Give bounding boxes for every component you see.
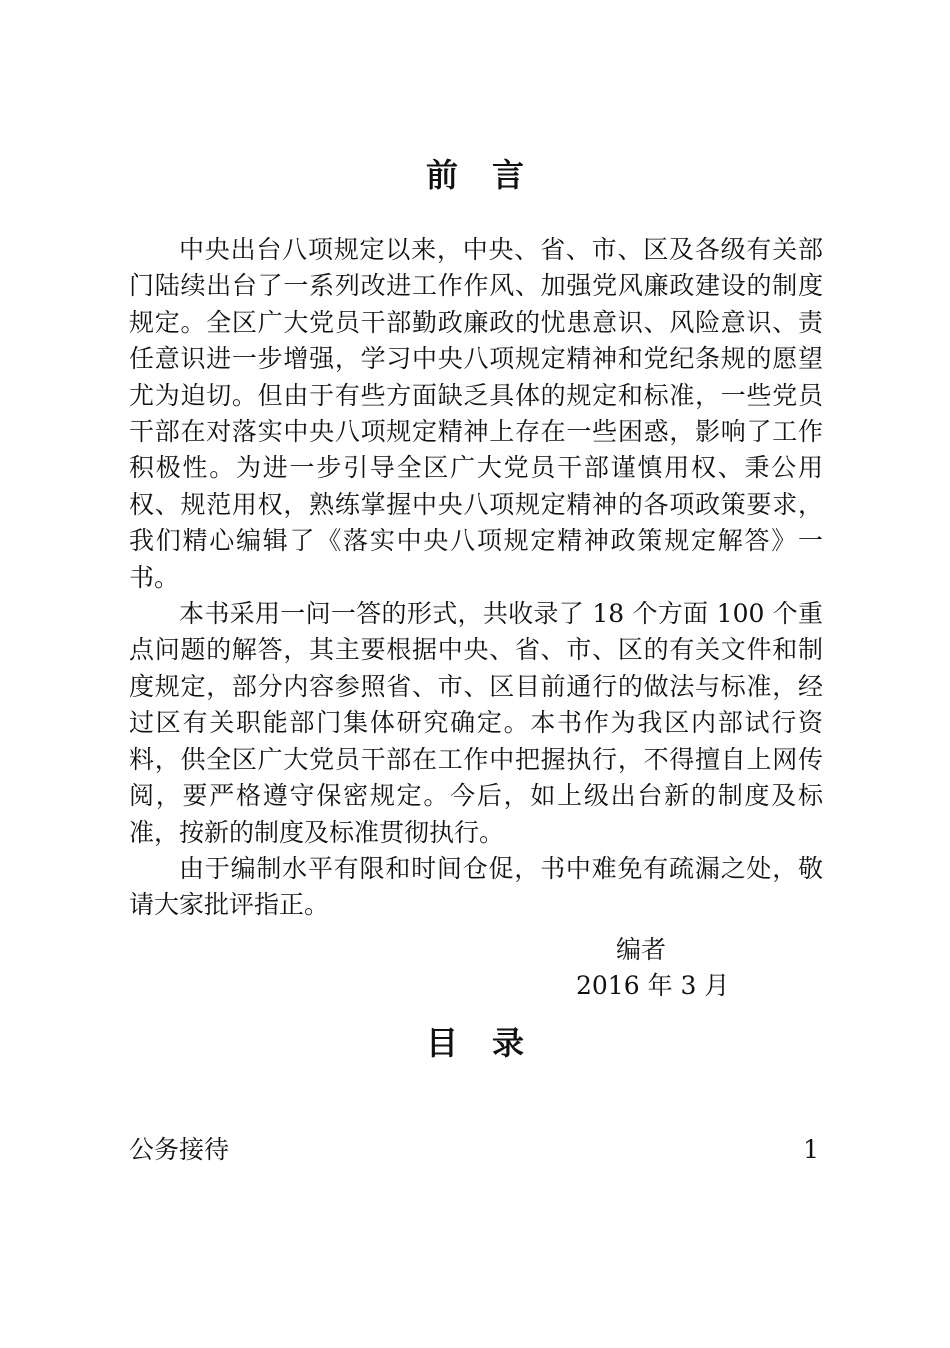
preface-title bbox=[0, 150, 950, 196]
preface-paragraph-2: 本书采用一问一答的形式，共收录了 18 个方面 100 个重点问题的解答，其主要根据中央、省、市、区的有关文件和制度规定，部分内容参照省、市、区目前通行的做法与标准，经过区有关职能部门集体研究确定。本书作为我区内部试行资料，供全区广大党员干部在工作中把握执行，不得擅自上网传阅，要严格遵守保密规定。今后，如上级出台新的制度及标准，按新的制度及标准贯彻执行。 bbox=[129, 599, 823, 847]
toc-title bbox=[0, 1018, 950, 1064]
preface-title-char-2: 言 bbox=[492, 156, 525, 194]
toc-title-char-2: 录 bbox=[492, 1024, 525, 1062]
preface-paragraph-1: 中央出台八项规定以来，中央、省、市、区及各级有关部门陆续出台了一系列改进工作作风、加强党风廉政建设的制度规定。全区广大党员干部勤政廉政的忧患意识、风险意识、责任意识进一步增强，学习中央八项规定精神和党纪条规的愿望尤为迫切。但由于有些方面缺乏具体的规定和标准，一些党员干部在对落实中央八项规定精神上存在一些困惑，影响了工作积极性。为进一步引导全区广大党员干部谨慎用权、秉公用权、规范用权，熟练掌握中央八项规定精神的各项政策要求，我们精心编辑了《落实中央八项规定精神政策规定解答》一书。 bbox=[129, 235, 823, 592]
toc-title-char-1: 目 bbox=[425, 1024, 458, 1062]
preface-paragraph-3: 由于编制水平有限和时间仓促，书中难免有疏漏之处，敬请大家批评指正。 bbox=[129, 853, 823, 920]
toc-entry-page-number: 1 bbox=[803, 1135, 819, 1164]
preface-body bbox=[129, 232, 823, 924]
toc-entry-label: 公务接待 bbox=[129, 1135, 230, 1164]
preface-signoff: 编者 bbox=[616, 935, 667, 964]
preface-date: 2016 年 3 月 bbox=[576, 971, 730, 1000]
toc-entry[interactable] bbox=[129, 1132, 819, 1168]
preface-title-char-1: 前 bbox=[425, 156, 458, 194]
